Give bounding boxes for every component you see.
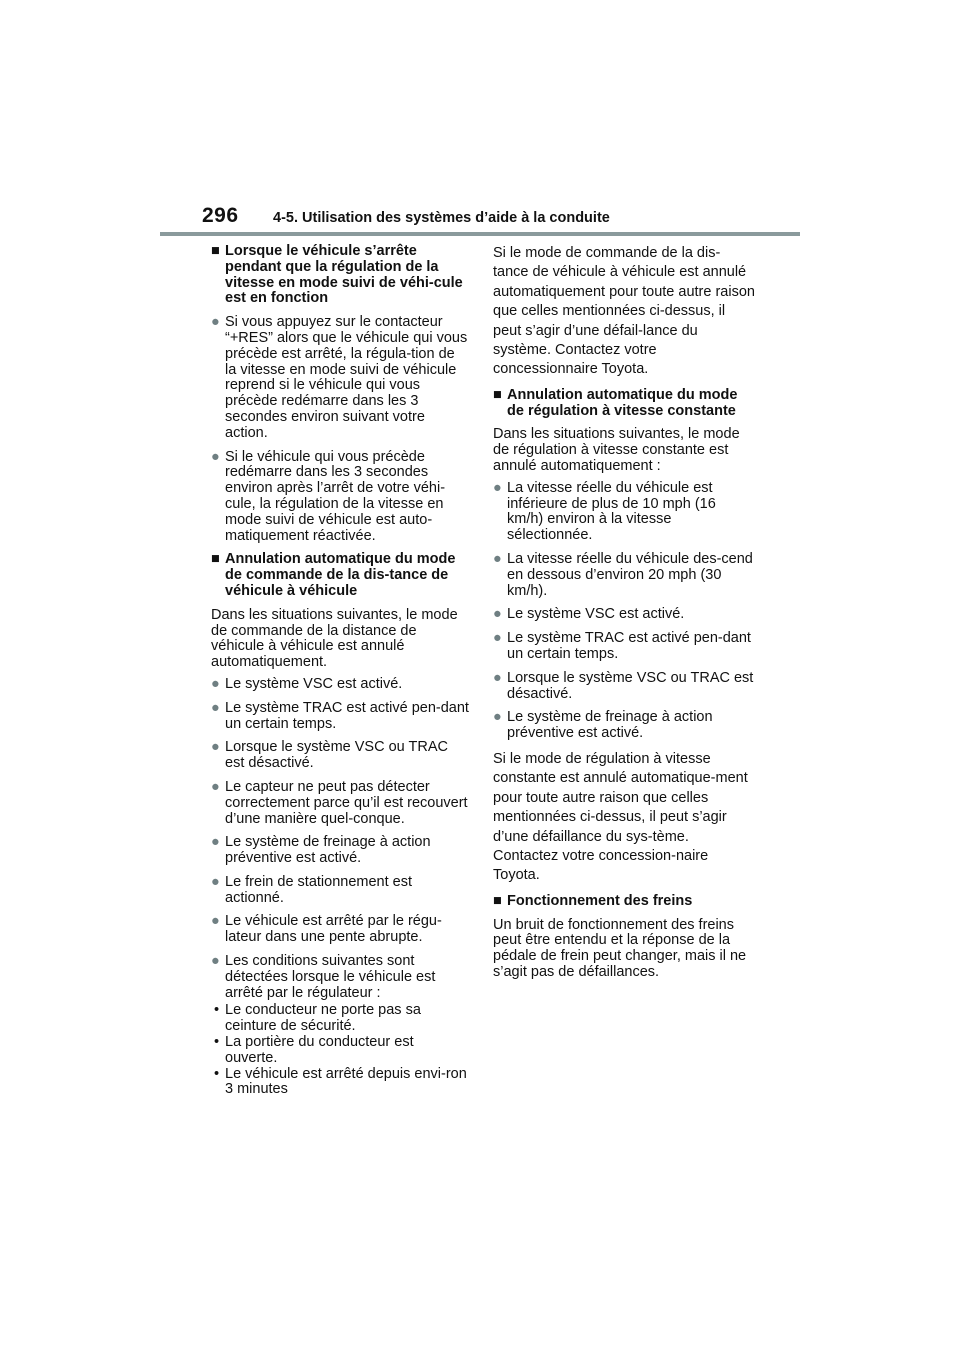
- circle-bullet-icon: ●: [211, 953, 220, 970]
- subheading: [211, 552, 469, 599]
- list-item: [211, 315, 469, 441]
- list-item-text: Le système VSC est activé.: [225, 675, 403, 692]
- circle-bullet-icon: ●: [211, 913, 220, 930]
- subheading-text: Annulation automatique du mode de commande de la dis-tance de véhicule à véhicule: [225, 551, 456, 599]
- circle-bullet-icon: ●: [211, 314, 220, 331]
- list-item: [493, 631, 755, 663]
- subheading-text: Fonctionnement des freins: [507, 892, 693, 909]
- sub-list-item-text: Le conducteur ne porte pas sa ceinture de sécurité.: [225, 1002, 421, 1035]
- list-item-text: Le système TRAC est activé pen-dant un certain temps.: [507, 630, 751, 662]
- list-item: [211, 875, 469, 907]
- list-item: [211, 954, 469, 1001]
- sub-list-item-text: La portière du conducteur est ouverte.: [225, 1034, 414, 1066]
- circle-bullet-icon: ●: [493, 479, 502, 496]
- list-item: [493, 607, 755, 623]
- list-item: [493, 552, 755, 599]
- sub-list: [211, 1003, 469, 1098]
- circle-bullet-icon: ●: [211, 873, 220, 890]
- paragraph: Si le mode de régulation à vitesse constante est annulé automatique-ment pour toute autre raison que celles mentionnées ci-dessus, il peut s’agir d’une défaillance du sys-tème. Contactez votre concession-naire Toyota.: [493, 750, 748, 884]
- list-item-text: La vitesse réelle du véhicule est inférieure de plus de 10 mph (16 km/h) environ à la vitesse sélectionnée.: [507, 479, 716, 544]
- list-item: [493, 671, 755, 703]
- square-bullet-icon: ■: [211, 551, 220, 568]
- list-item-text: Lorsque le système VSC ou TRAC est désactivé.: [225, 739, 448, 772]
- subheading: [493, 894, 755, 910]
- paragraph: Dans les situations suivantes, le mode de régulation à vitesse constante est annulé automatiquement :: [493, 426, 740, 475]
- circle-bullet-icon: ●: [211, 675, 220, 692]
- list-item-text: Lorsque le système VSC ou TRAC est désactivé.: [507, 669, 754, 702]
- square-bullet-icon: ■: [493, 892, 502, 909]
- dot-bullet-icon: •: [214, 1034, 220, 1051]
- paragraph: Un bruit de fonctionnement des freins peut être entendu et la réponse de la pédale de frein peut changer, mais il ne s’agit pas de défaillances.: [493, 916, 747, 981]
- header-rule: [160, 232, 800, 236]
- circle-bullet-icon: ●: [211, 778, 220, 795]
- list-item: [493, 481, 755, 544]
- list-item-text: Le système TRAC est activé pen-dant un certain temps.: [225, 699, 469, 732]
- circle-bullet-icon: ●: [211, 699, 220, 716]
- sub-list-item-text: Le véhicule est arrêté depuis envi-ron 3 minutes: [225, 1065, 467, 1098]
- right-column: [493, 244, 755, 987]
- list-item-text: Le système de freinage à action préventive est activé.: [507, 709, 713, 742]
- list-item-text: Le système de freinage à action préventive est activé.: [225, 834, 431, 867]
- circle-bullet-icon: ●: [493, 606, 502, 623]
- list-item-text: La vitesse réelle du véhicule des-cend en dessous d’environ 20 mph (30 km/h).: [507, 551, 753, 599]
- subheading: [493, 388, 755, 420]
- dot-bullet-icon: •: [214, 1002, 220, 1019]
- circle-bullet-icon: ●: [493, 669, 502, 686]
- list-item: [211, 701, 469, 733]
- list-item: [211, 740, 469, 772]
- sub-list-item: [211, 1035, 469, 1067]
- paragraph: Dans les situations suivantes, le mode de commande de la distance de véhicule à véhicule est annulé automatiquement.: [211, 606, 458, 671]
- list-item: [211, 450, 469, 545]
- circle-bullet-icon: ●: [493, 551, 502, 568]
- subheading: [211, 244, 469, 307]
- page-number: 296: [202, 204, 239, 227]
- square-bullet-icon: ■: [493, 386, 502, 403]
- circle-bullet-icon: ●: [493, 709, 502, 726]
- list-item-text: Le capteur ne peut pas détecter correctement parce qu’il est recouvert d’une manière quel-conque.: [225, 778, 468, 827]
- left-column: [211, 244, 469, 1106]
- circle-bullet-icon: ●: [211, 739, 220, 756]
- dot-bullet-icon: •: [214, 1065, 220, 1082]
- circle-bullet-icon: ●: [493, 630, 502, 647]
- list-item: [211, 835, 469, 867]
- list-item: [493, 710, 755, 742]
- list-item-text: Le frein de stationnement est actionné.: [225, 873, 413, 906]
- list-item-text: Si vous appuyez sur le contacteur “+RES” alors que le véhicule qui vous précède est arrêté, la régula-tion de la vitesse en mode suivi de véhicule reprend si le véhicule qui vous précède redémarre dans les 3 secondes environ suivant votre action.: [225, 314, 468, 441]
- sub-list-item: [211, 1003, 469, 1035]
- sub-list-item: [211, 1067, 469, 1099]
- list-item: [211, 914, 469, 946]
- list-item: [211, 677, 469, 693]
- list-item-text: Les conditions suivantes sont détectées lorsque le véhicule est arrêté par le régulateur :: [225, 953, 436, 1001]
- list-item-text: Si le véhicule qui vous précède redémarre dans les 3 secondes environ après l’arrêt de votre véhi-cule, la régulation de la vitesse en mode suivi de véhicule est auto-matiquement réactivée.: [225, 448, 446, 544]
- circle-bullet-icon: ●: [211, 448, 220, 465]
- list-item: [211, 780, 469, 827]
- square-bullet-icon: ■: [211, 243, 220, 259]
- paragraph: Si le mode de commande de la dis-tance de véhicule à véhicule est annulé automatiquement pour toute autre raison que celles mentionnées ci-dessus, il peut s’agir d’une défail-lance du système. Contactez votre concessionnaire Toyota.: [493, 245, 755, 378]
- subheading-text: Annulation automatique du mode de régulation à vitesse constante: [507, 386, 738, 419]
- section-title: 4-5. Utilisation des systèmes d’aide à la conduite: [273, 210, 610, 226]
- circle-bullet-icon: ●: [211, 834, 220, 851]
- list-item-text: Le véhicule est arrêté par le régu-lateur dans une pente abrupte.: [225, 913, 442, 946]
- subheading-text: Lorsque le véhicule s’arrête pendant que la régulation de la vitesse en mode suivi de véhi-cule est en fonction: [225, 243, 463, 307]
- list-item-text: Le système VSC est activé.: [507, 606, 685, 623]
